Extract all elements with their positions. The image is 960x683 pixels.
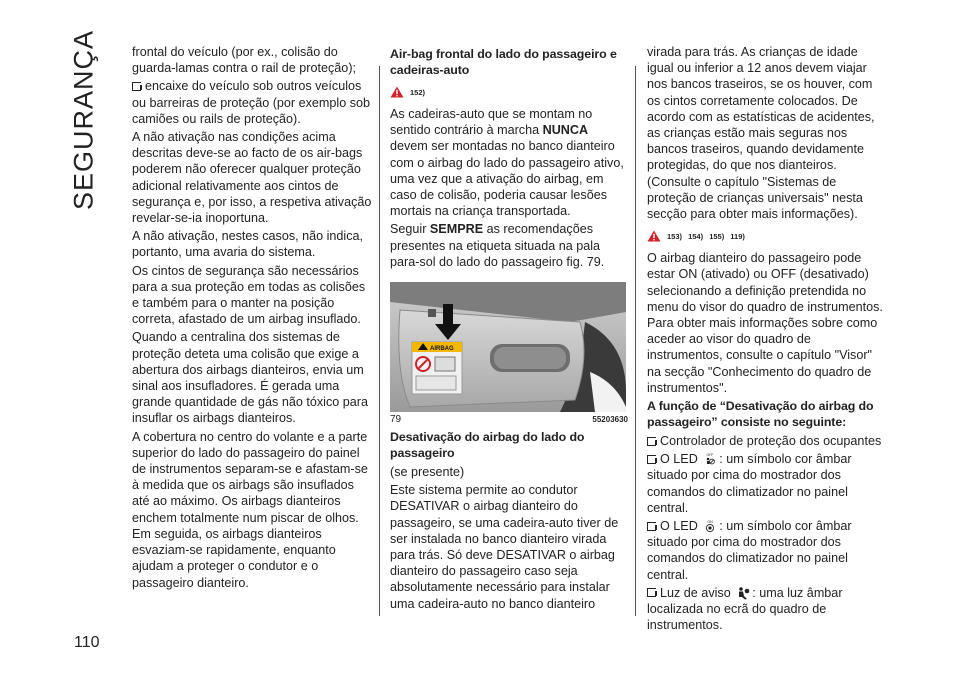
keyword-sempre: SEMPRE — [429, 222, 484, 237]
bullet-icon — [647, 455, 656, 464]
paragraph: O airbag dianteiro do passageiro pode estar ON (ativado) ou OFF (desativado) selecionando a definição pretendida no menu do visor do quadro de instrumentos. Para obter mais informações sobre como aceder ao visor do quadro de instrumentos, consulte o capítulo "Visor" na secção "Conhecimento do quadro de instrumentos". — [647, 251, 883, 395]
subheading-if-present: (se presente) — [390, 465, 465, 480]
paragraph: Seguir SEMPRE as recomendações presentes na etiqueta situada na pala para-sol do lado do passageiro fig. 79. — [390, 222, 605, 269]
airbag-warning-light-icon — [736, 586, 750, 600]
column-1 — [132, 44, 372, 593]
column-3 — [647, 44, 885, 636]
warning-refs: 152) — [410, 87, 426, 97]
figure-number: 79 — [390, 414, 402, 426]
paragraph: Quando a centralina dos sistemas de proteção deteta uma colisão que exige a abertura dos airbags dianteiros, envia um sinal aos insufladores. É gerada uma grande quantidade de gás não tóxico para insuflar os airbags dianteiros. — [132, 330, 368, 426]
svg-text:OFF: OFF — [706, 453, 714, 458]
warning-ref-2 — [647, 228, 885, 244]
list-item: O LED ON : um símbolo cor âmbar situado por cima do mostrador dos comandos do climatizador no painel central. — [647, 519, 852, 582]
bullet-icon — [132, 82, 141, 91]
heading-passenger-airbag-child-seats: Air-bag frontal do lado do passageiro e cadeiras-auto — [390, 47, 617, 77]
warning-triangle-icon — [390, 86, 404, 98]
figure-code: 55203630 — [592, 415, 628, 425]
warning-ref-1 — [390, 84, 628, 100]
warning-refs: 153) 154) 155) 119) — [667, 232, 745, 242]
figure-sun-visor-airbag-label — [390, 282, 626, 412]
list-item: Controlador de proteção dos ocupantes — [647, 433, 885, 449]
sun-visor-illustration — [390, 282, 626, 412]
column-divider — [379, 66, 380, 616]
figure-label-text: AIRBAG — [430, 346, 454, 353]
paragraph: Os cintos de segurança são necessários para a sua proteção em todas as colisões e também para o manter na posição correta, afastado de um airbag insuflado. — [132, 263, 366, 327]
list-item: O LED OFF : um símbolo cor âmbar situado por cima do mostrador dos comandos do climatizador no painel central. — [647, 452, 852, 515]
airbag-off-led-icon — [703, 452, 717, 466]
section-title-text: SEGURANÇA — [68, 29, 99, 211]
airbag-on-led-icon — [703, 519, 717, 533]
paragraph: A não ativação nas condições acima descritas deve-se ao facto de os air-bags poderem não oferecer qualquer proteção adicional relativamente aos cintos de segurança e, por isso, a respetiva ativação revelar-se-ia inoportuna. — [132, 130, 372, 226]
heading-passenger-airbag-deactivation: Desativação do airbag do lado do passageiro — [390, 430, 585, 460]
section-title — [62, 29, 106, 211]
paragraph: A cobertura no centro do volante e a parte superior do lado do passageiro do painel de instrumentos separam-se e afastam-se à medida que os airbags são insuflados até ao máximo. Os airbags dianteiros enchem totalmente num piscar de olhos. Em seguida, os airbags dianteiros esvaziam-se rapidamente, enquanto ajudam a proteger o condutor e o passageiro dianteiro. — [132, 429, 368, 590]
svg-text:ON: ON — [707, 520, 713, 525]
paragraph: virada para trás. As crianças de idade igual ou inferior a 12 anos devem viajar nos bancos traseiros, se os houver, com os cintos corretamente colocados. De acordo com as estatísticas de acidentes, as crianças estão mais seguras nos bancos traseiros, quando devidamente protegidas, do que nos dianteiros. (Consulte o capítulo "Sistemas de proteção de crianças universais" nesta secção para obter mais informações). — [647, 45, 875, 222]
column-divider — [635, 66, 636, 616]
column-2 — [390, 44, 628, 614]
heading-deactivation-function: A função de “Desativação do airbag do passageiro” consiste no seguinte: — [647, 399, 874, 429]
paragraph: A não ativação, nestes casos, não indica, portanto, uma avaria do sistema. — [132, 229, 364, 260]
list-item: Luz de aviso : uma luz âmbar localizada no ecrã do quadro de instrumentos. — [647, 585, 843, 633]
bullet-icon — [647, 588, 656, 597]
warning-triangle-icon — [647, 230, 661, 242]
paragraph: Este sistema permite ao condutor DESATIVAR o airbag dianteiro do passageiro, se uma cadeira-auto tiver de ser instalada no banco dianteiro virada para trás. Só deve DESATIVAR o airbag dianteiro do passageiro caso seja absolutamente necessário para instalar uma cadeira-auto no banco dianteiro — [390, 483, 619, 611]
keyword-nunca: NUNCA — [542, 123, 589, 138]
page-number: 110 — [74, 634, 100, 651]
bullet-icon — [647, 437, 656, 446]
paragraph: As cadeiras-auto que se montam no sentido contrário à marcha NUNCA devem ser montadas no banco dianteiro com o airbag do lado do passageiro ativo, uma vez que a ativação do airbag, em caso de colisão, poderia causar lesões mortais na criança transportada. — [390, 107, 624, 219]
bullet-icon — [647, 522, 656, 531]
paragraph: frontal do veículo (por ex., colisão do guarda-lamas contra o rail de proteção); — [132, 45, 357, 76]
list-item: encaixe do veículo sob outros veículos ou barreiras de proteção (por exemplo sob camiões ou rails de proteção). — [132, 79, 371, 126]
figure-caption — [390, 414, 628, 426]
